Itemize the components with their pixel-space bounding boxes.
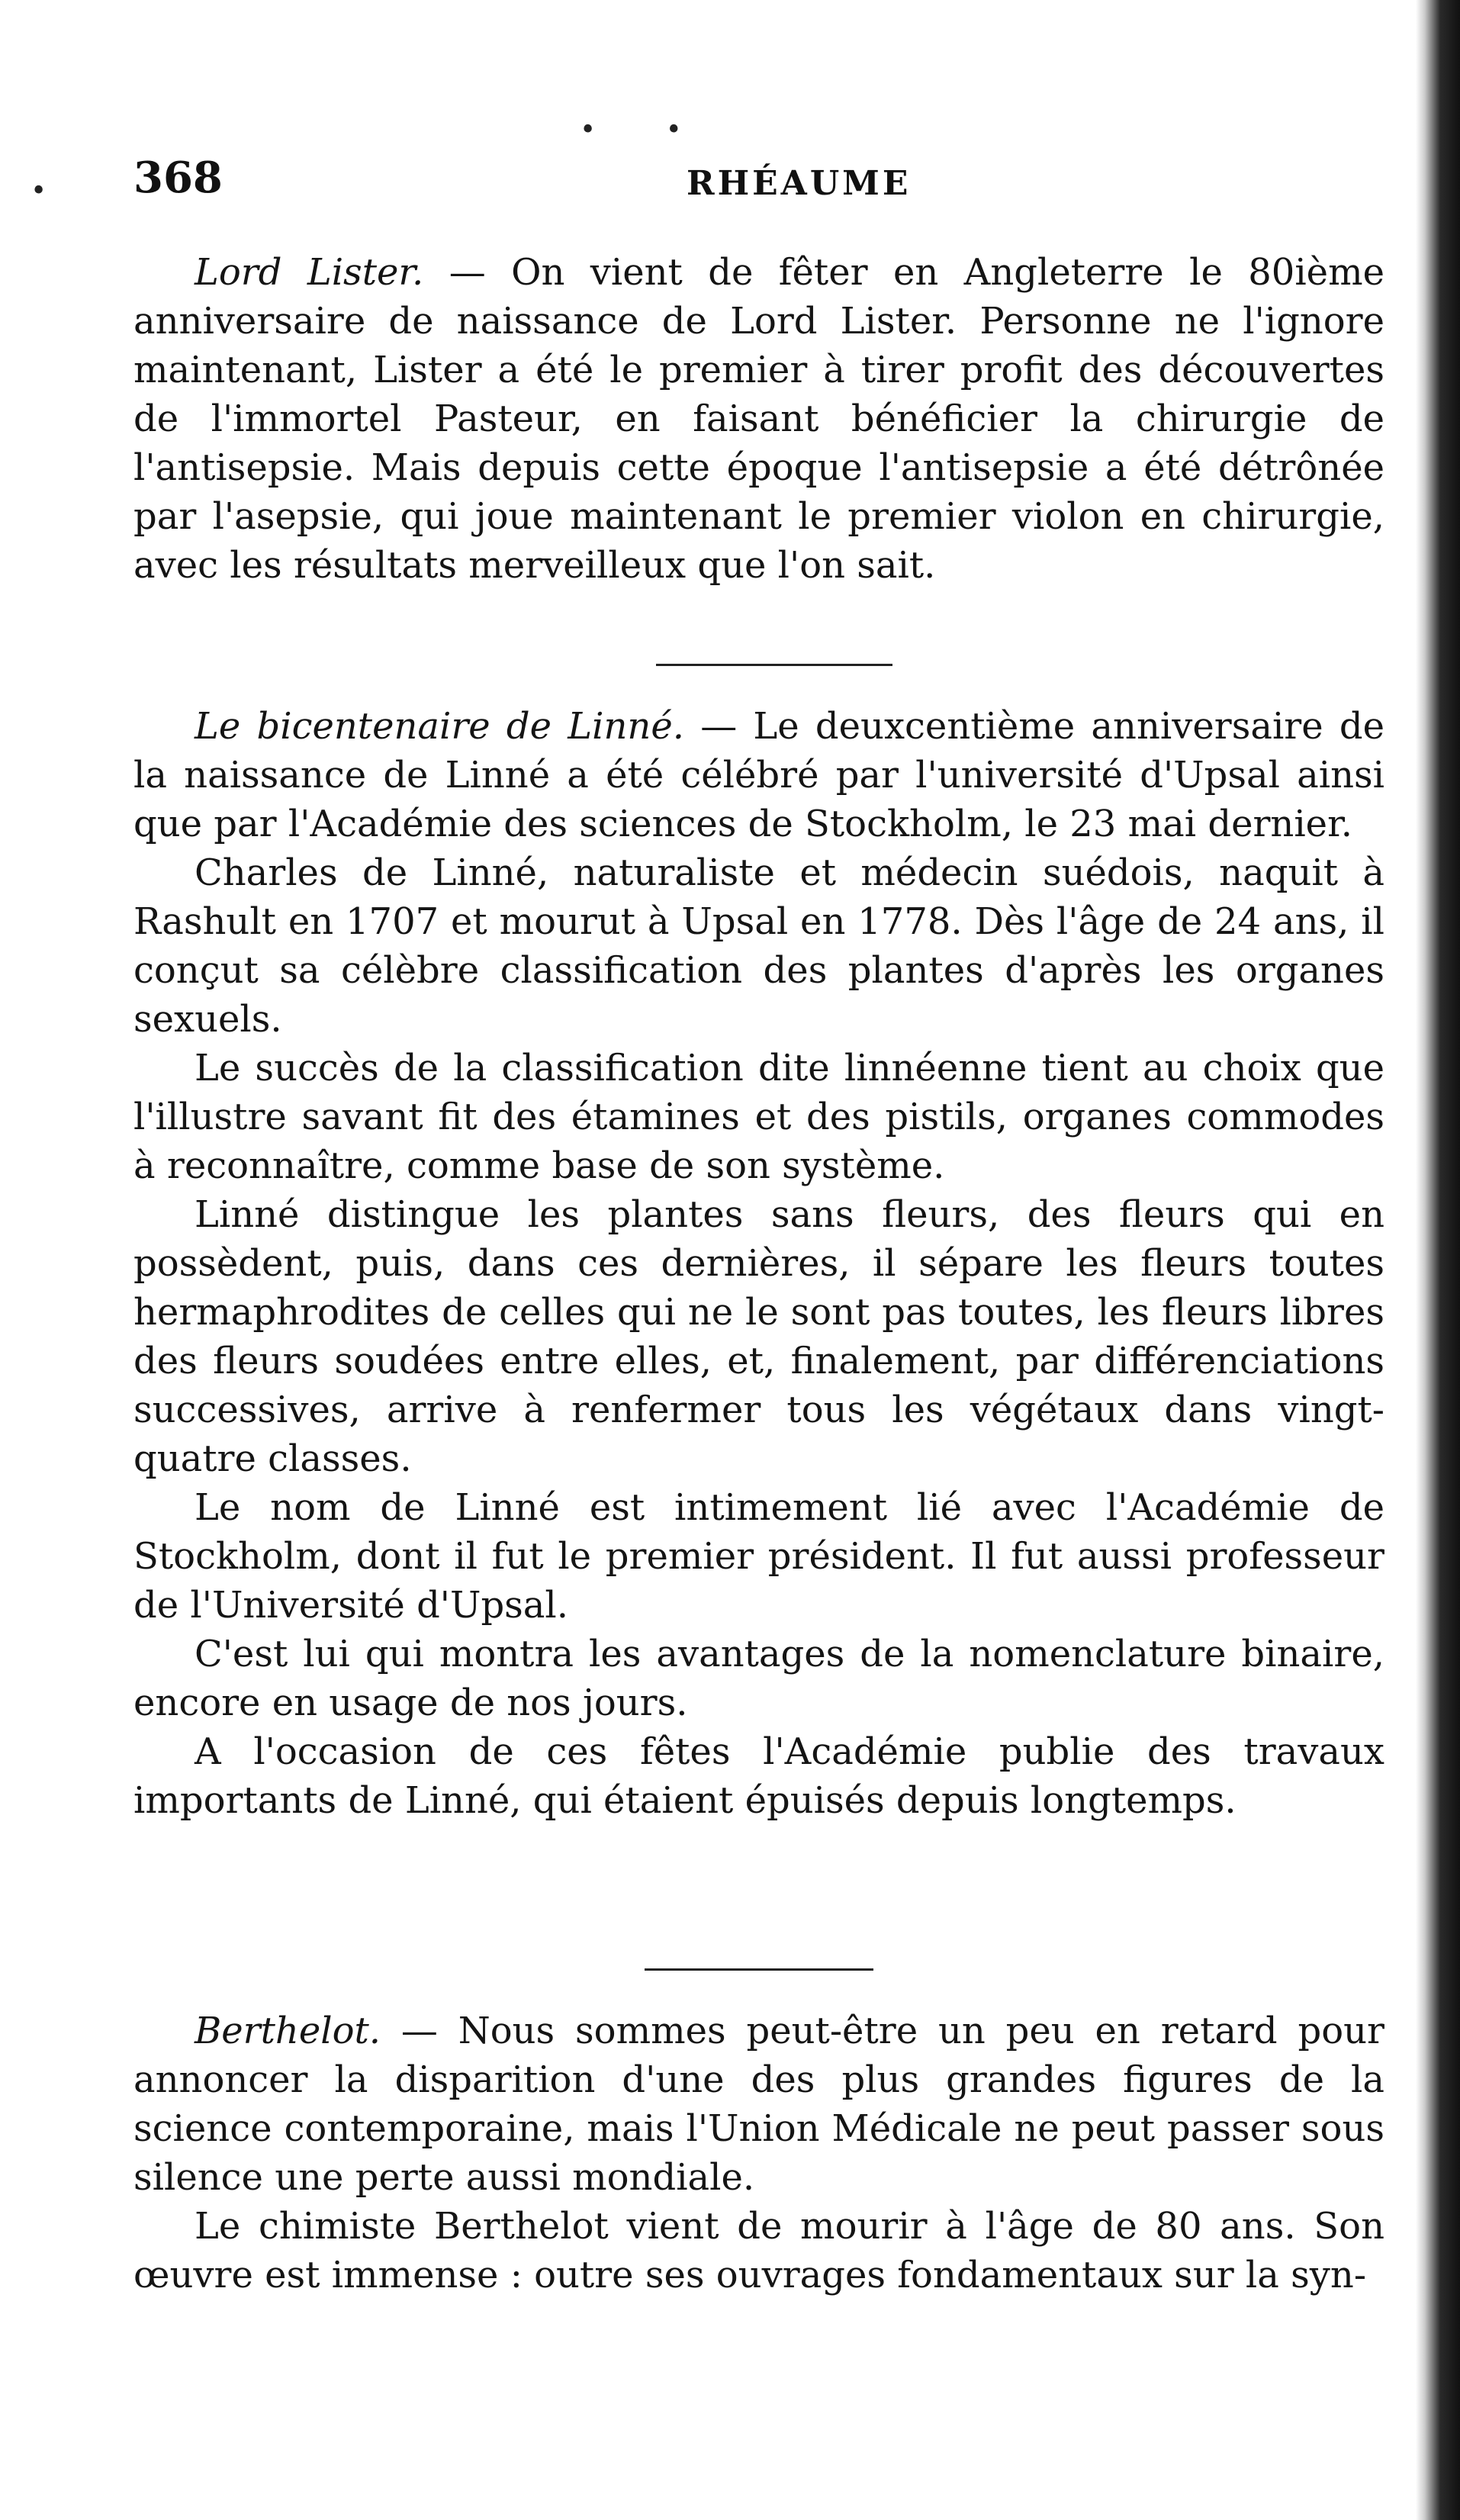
paragraph: Charles de Linné, naturaliste et médecin suédois, naquit à Rashult en 1707 et mourut à Upsal en 1778. Dès l'âge de 24 ans, il conçut sa célèbre classification des plantes d'après les organes sexuels. [133,851,1384,1041]
paragraph [133,2007,1384,2202]
paragraph [133,248,1384,590]
running-head: RHÉAUME [687,164,912,203]
paragraph: Le chimiste Berthelot vient de mourir à l'âge de 80 ans. Son œuvre est immense : outre ses ouvrages fondamentaux sur la syn- [133,2205,1384,2296]
section-divider [645,1968,873,1971]
section-divider [656,664,892,666]
decorative-dots: • • [580,114,712,146]
margin-dot: • [31,175,47,207]
section-lister [133,248,1384,590]
paragraph-text: — Le deuxcentième anniversaire de la naissance de Linné a été célébré par l'université d'Upsal ainsi que par l'Académie des sciences de Stockholm, le 23 mai dernier. [133,705,1384,845]
section-heading: Lord Lister. [195,251,424,294]
paragraph: Le nom de Linné est intimement lié avec l'Académie de Stockholm, dont il fut le premier président. Il fut aussi professeur de l'Université d'Upsal. [133,1486,1384,1627]
paragraph-text: — On vient de fêter en Angleterre le 80ième anniversaire de naissance de Lord Lister. Personne ne l'ignore maintenant, Lister a été le premier à tirer profit des découvertes de l'immortel Pasteur, en faisant bénéficier la chirurgie de l'antisepsie. Mais depuis cette époque l'antisepsie a été détrônée par l'asepsie, qui joue maintenant le premier violon en chirurgie, avec les résultats merveilleux que l'on sait. [133,251,1385,587]
paragraph: Le succès de la classification dite linnéenne tient au choix que l'illustre savant fit des étamines et des pistils, organes commodes à reconnaître, comme base de son système. [133,1047,1384,1187]
paragraph: C'est lui qui montra les avantages de la nomenclature binaire, encore en usage de nos jours. [133,1633,1384,1724]
section-linne [133,702,1384,1825]
section-berthelot [133,2007,1384,2300]
paragraph: A l'occasion de ces fêtes l'Académie publie des travaux importants de Linné, qui étaient épuisés depuis longtemps. [133,1730,1384,1822]
paragraph [133,702,1384,848]
paragraph: Linné distingue les plantes sans fleurs, des fleurs qui en possèdent, puis, dans ces dernières, il sépare les fleurs toutes hermaphrodites de celles qui ne le sont pas toutes, les fleurs libres des fleurs soudées entre elles, et, finalement, par différenciations successives, arrive à renfermer tous les végétaux dans vingt-quatre classes. [133,1193,1384,1480]
section-heading: Le bicentenaire de Linné. [195,705,684,748]
paragraph-text: — Nous sommes peut-être un peu en retard pour annoncer la disparition d'une des plus grandes figures de la science contemporaine, mais l'Union Médicale ne peut passer sous silence une perte aussi mondiale. [133,2010,1384,2199]
page-edge-shadow [1416,0,1460,2520]
section-heading: Berthelot. [195,2010,381,2052]
page-number: 368 [133,153,223,203]
